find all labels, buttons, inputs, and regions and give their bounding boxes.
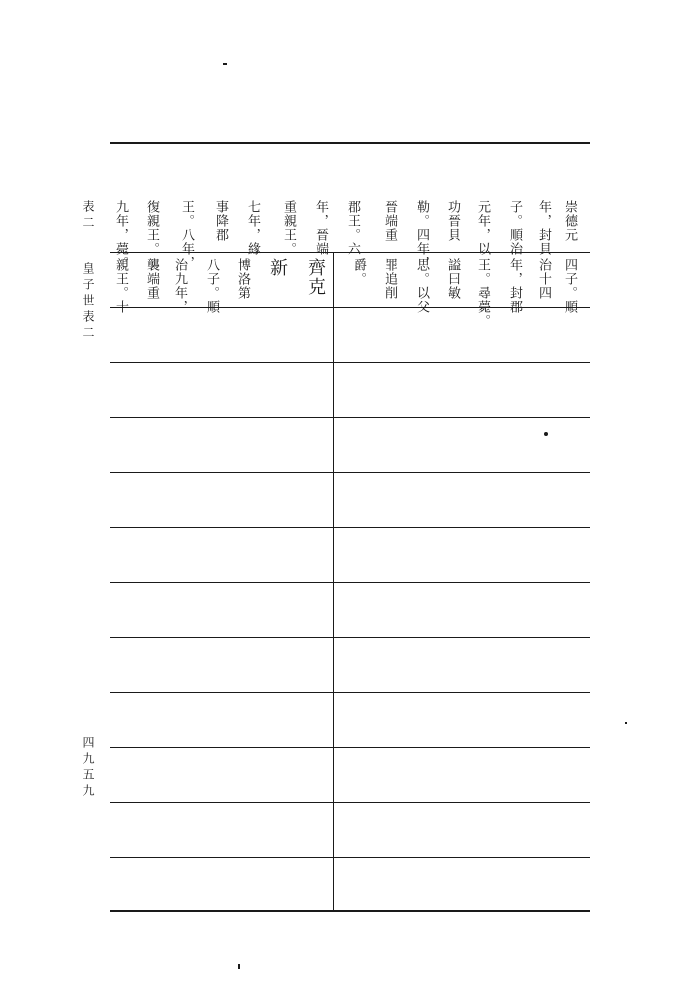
entry-line: 治九年， — [172, 258, 187, 314]
entry-line: 九年，薨。 — [113, 200, 128, 270]
entry-line: 謚曰敏 — [445, 258, 460, 300]
entry-line: 功晉貝 — [445, 200, 460, 242]
entry-line: 勒。四年， — [414, 200, 429, 270]
heir-name: 齊克 — [305, 258, 326, 296]
row-divider — [110, 417, 590, 418]
print-speck — [544, 432, 548, 436]
entry-line: 博洛第 — [235, 258, 250, 300]
heir-name: 新 — [267, 258, 288, 277]
entry-line: 親王。十 — [113, 258, 128, 314]
row-divider — [110, 857, 590, 858]
entry-line: 四子。順 — [562, 258, 577, 314]
entry-line: 年，封郡 — [507, 258, 522, 314]
entry-line: 爵。 — [351, 258, 366, 286]
top-rule — [110, 142, 590, 144]
entry-line: 治十四 — [536, 258, 551, 300]
row-divider — [110, 527, 590, 528]
entry-line: 元年，以 — [475, 200, 490, 256]
row-divider — [110, 582, 590, 583]
entry-line: 年，晉端 — [313, 200, 328, 256]
table-label: 表二 — [81, 200, 95, 232]
row-divider — [110, 692, 590, 693]
row-divider — [110, 472, 590, 473]
row-divider — [110, 747, 590, 748]
print-speck — [223, 63, 227, 65]
entry-line: 復親王。 — [144, 200, 159, 256]
entry-line: 思。以父 — [414, 258, 429, 314]
entry-line: 子。順治 — [507, 200, 522, 256]
entry-line: 年，封貝 — [536, 200, 551, 256]
print-speck — [238, 964, 240, 969]
entry-line: 襲端重 — [144, 258, 159, 300]
row-divider — [110, 362, 590, 363]
bottom-rule — [110, 910, 590, 912]
row-divider — [110, 802, 590, 803]
entry-line: 王。八年， — [179, 200, 194, 270]
entry-line: 八子。順 — [204, 258, 219, 314]
entry-line: 崇德元 — [562, 200, 577, 242]
page-number: 四九五九 — [81, 736, 95, 800]
row-divider — [110, 637, 590, 638]
entry-line: 重親王。 — [281, 200, 296, 256]
entry-line: 王。尋薨。 — [475, 258, 490, 328]
column-divider — [333, 252, 334, 910]
entry-line: 事降郡 — [213, 200, 228, 242]
entry-line: 晉端重 — [382, 200, 397, 242]
entry-line: 七年，緣 — [245, 200, 260, 256]
print-speck — [625, 722, 627, 724]
section-title: 皇子世表二 — [81, 262, 95, 342]
entry-line: 罪追削 — [382, 258, 397, 300]
entry-line: 郡王。六 — [345, 200, 360, 256]
